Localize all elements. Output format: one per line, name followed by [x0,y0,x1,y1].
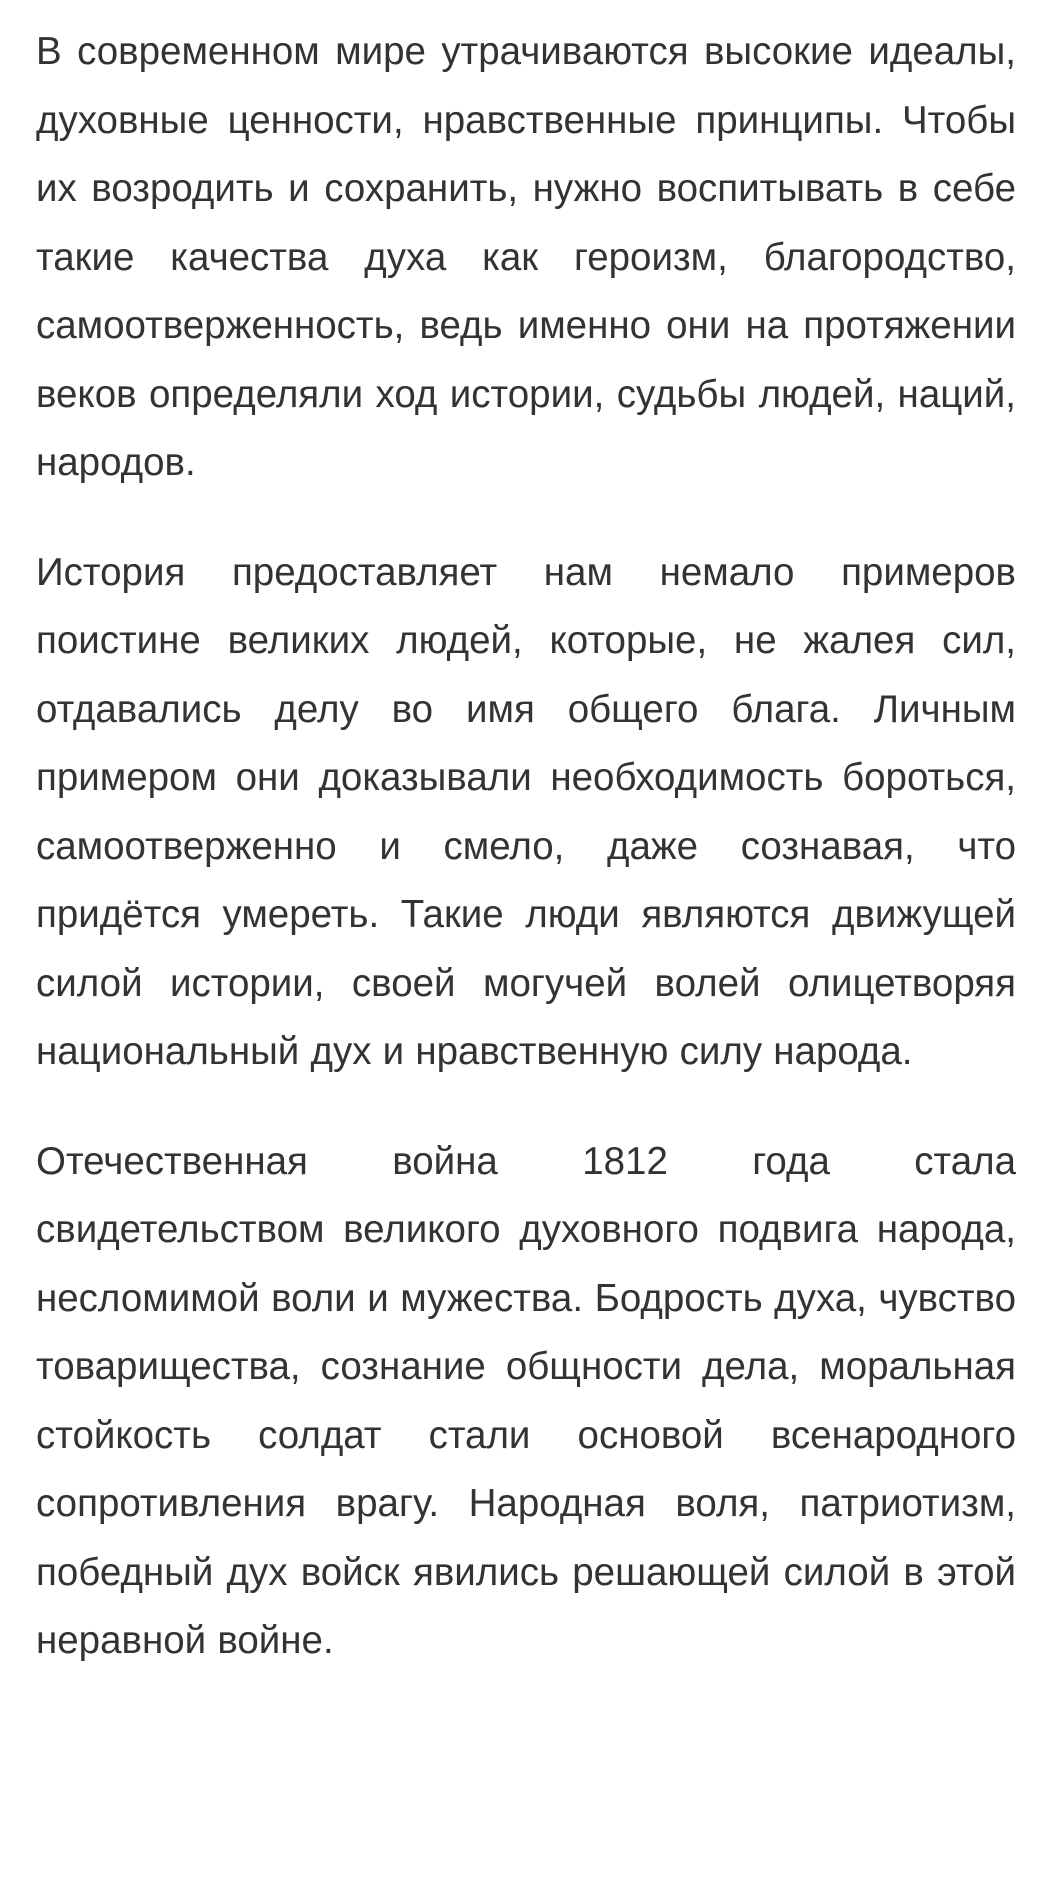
paragraph-2: История предоставляет нам немало примеров поистине великих людей, которые, не жалея сил, отдавались делу во имя общего блага. Личным примером они доказывали необходимость бороться, самоотверженно и смело, даже сознавая, что придётся умереть. Такие люди являются движущей силой истории, своей могучей волей олицетворяя национальный дух и нравственную силу народа. [36,550,1016,1073]
paragraph-1: В современном мире утрачиваются высокие идеалы, духовные ценности, нравственные принципы. Чтобы их возродить и сохранить, нужно воспитывать в себе такие качества духа как героизм, благородство, самоотверженность, ведь именно они на протяжении веков определяли ход истории, судьбы людей, наций, народов. [36,30,1016,484]
cropped-previous-line [36,0,1016,6]
article-text [36,18,1016,1717]
paragraph-3: Отечественная война 1812 года стала свидетельством великого духовного подвига народа, несломимой воли и мужества. Бодрость духа, чувство товарищества, сознание общности дела, моральная стойкость солдат стали основой всенародного сопротивления врагу. Народная воля, патриотизм, победный дух войск явились решающей силой в этой неравной войне. [36,1139,1016,1662]
article-page [36,0,1016,1904]
